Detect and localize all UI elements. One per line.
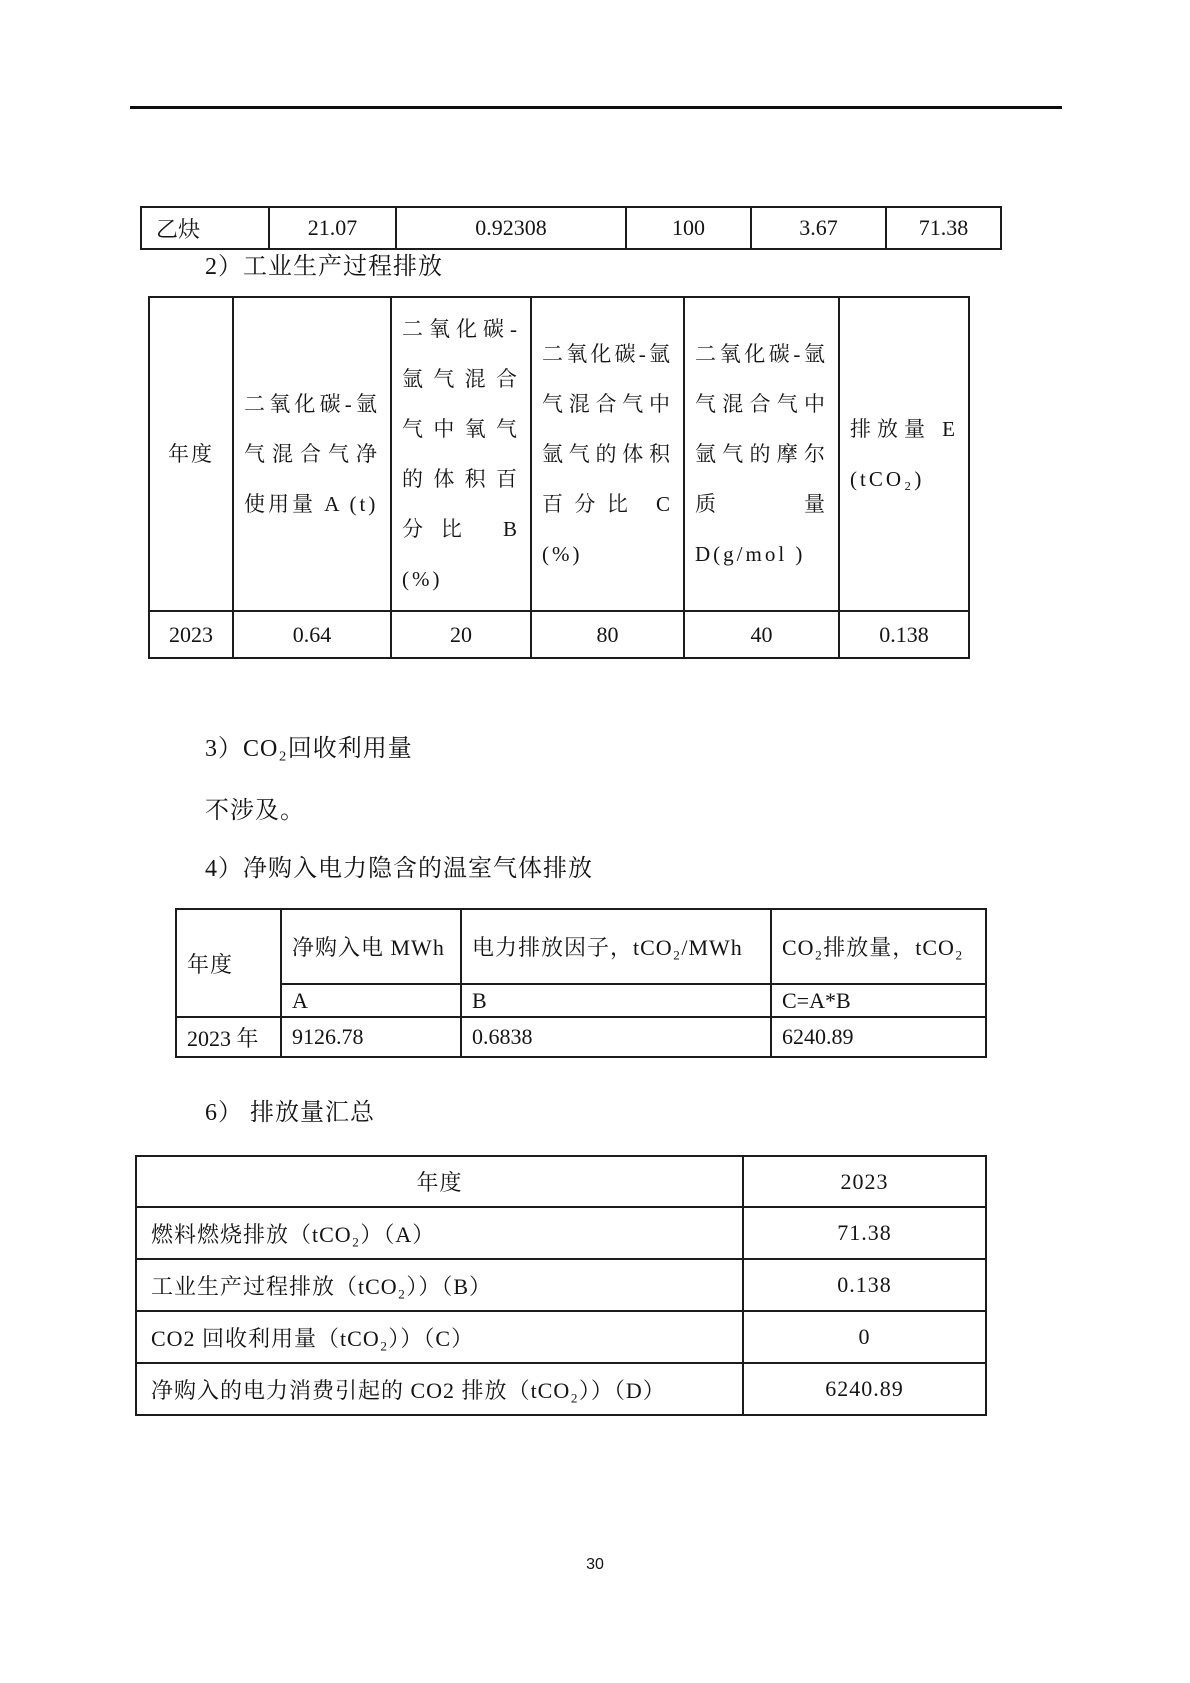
summary-row-value: 6240.89 <box>743 1363 986 1415</box>
electricity-emission-table <box>175 908 987 1058</box>
summary-row-value: 0.138 <box>743 1259 986 1311</box>
table-row <box>149 611 969 658</box>
not-involved-text: 不涉及。 <box>205 798 305 824</box>
table-cell: 80 <box>531 611 684 658</box>
table-row <box>136 1363 986 1415</box>
table-header-cell: CO₂排放量，tCO₂ <box>771 909 986 984</box>
table-cell: 2023 年 <box>176 1017 281 1057</box>
table-cell: 6240.89 <box>771 1017 986 1057</box>
table-cell: 0.138 <box>839 611 969 658</box>
summary-row-label: CO2 回收利用量（tCO₂））（C） <box>136 1311 743 1363</box>
table-cell: 2023 <box>149 611 233 658</box>
section-3-heading: 3）CO₂回收利用量 <box>205 736 413 762</box>
table-cell: C=A*B <box>771 984 986 1017</box>
table-cell: 20 <box>391 611 531 658</box>
table-header-cell: 电力排放因子，tCO₂/MWh <box>461 909 771 984</box>
fuel-name-cell: 乙炔 <box>141 207 269 249</box>
year-header-cell: 年度 <box>136 1156 743 1207</box>
table-row <box>136 1311 986 1363</box>
table-header-cell: 二氧化碳-氩气混合气中氩气的摩尔质量 D(g/mol ) <box>684 297 839 611</box>
page-number: 30 <box>586 1556 604 1573</box>
table-cell: 0.92308 <box>396 207 626 249</box>
emission-summary-table <box>135 1155 987 1416</box>
table-cell: 0.64 <box>233 611 391 658</box>
table-header-cell: 净购入电 MWh <box>281 909 461 984</box>
table-subheader-row <box>176 984 986 1017</box>
table-cell: 71.38 <box>886 207 1001 249</box>
table-header-row <box>149 297 969 611</box>
section-4-heading: 4）净购入电力隐含的温室气体排放 <box>205 856 593 882</box>
section-6-heading: 6） 排放量汇总 <box>205 1100 375 1126</box>
process-emission-table <box>148 296 970 659</box>
section-2-heading: 2）工业生产过程排放 <box>205 254 443 280</box>
table-cell: 3.67 <box>751 207 886 249</box>
summary-row-label: 净购入的电力消费引起的 CO2 排放（tCO₂））（D） <box>136 1363 743 1415</box>
summary-row-value: 0 <box>743 1311 986 1363</box>
year-value-cell: 2023 <box>743 1156 986 1207</box>
table-cell: 100 <box>626 207 751 249</box>
table-row <box>136 1259 986 1311</box>
header-rule <box>130 106 1062 109</box>
year-header-cell: 年度 <box>149 297 233 611</box>
table-row <box>176 1017 986 1057</box>
table-cell: B <box>461 984 771 1017</box>
year-header-cell: 年度 <box>176 909 281 1017</box>
table-header-row <box>136 1156 986 1207</box>
summary-row-label: 燃料燃烧排放（tCO₂）（A） <box>136 1207 743 1259</box>
table-row <box>136 1207 986 1259</box>
summary-row-label: 工业生产过程排放（tCO₂））（B） <box>136 1259 743 1311</box>
table-cell: 40 <box>684 611 839 658</box>
table-cell: A <box>281 984 461 1017</box>
table-cell: 21.07 <box>269 207 396 249</box>
table-header-cell: 二氧化碳-氩气混合气净使用量 A (t) <box>233 297 391 611</box>
table-row <box>141 207 1001 249</box>
table-header-cell: 二氧化碳-氩气混合气中氩气的体积百分比 C (%) <box>531 297 684 611</box>
table-header-cell: 排放量 E (tCO₂) <box>839 297 969 611</box>
table-header-row <box>176 909 986 984</box>
table-cell: 9126.78 <box>281 1017 461 1057</box>
table-cell: 0.6838 <box>461 1017 771 1057</box>
summary-row-value: 71.38 <box>743 1207 986 1259</box>
fuel-combustion-table-row <box>140 206 1002 250</box>
table-header-cell: 二氧化碳-氩气混合气中氧气的体积百分比 B (%) <box>391 297 531 611</box>
